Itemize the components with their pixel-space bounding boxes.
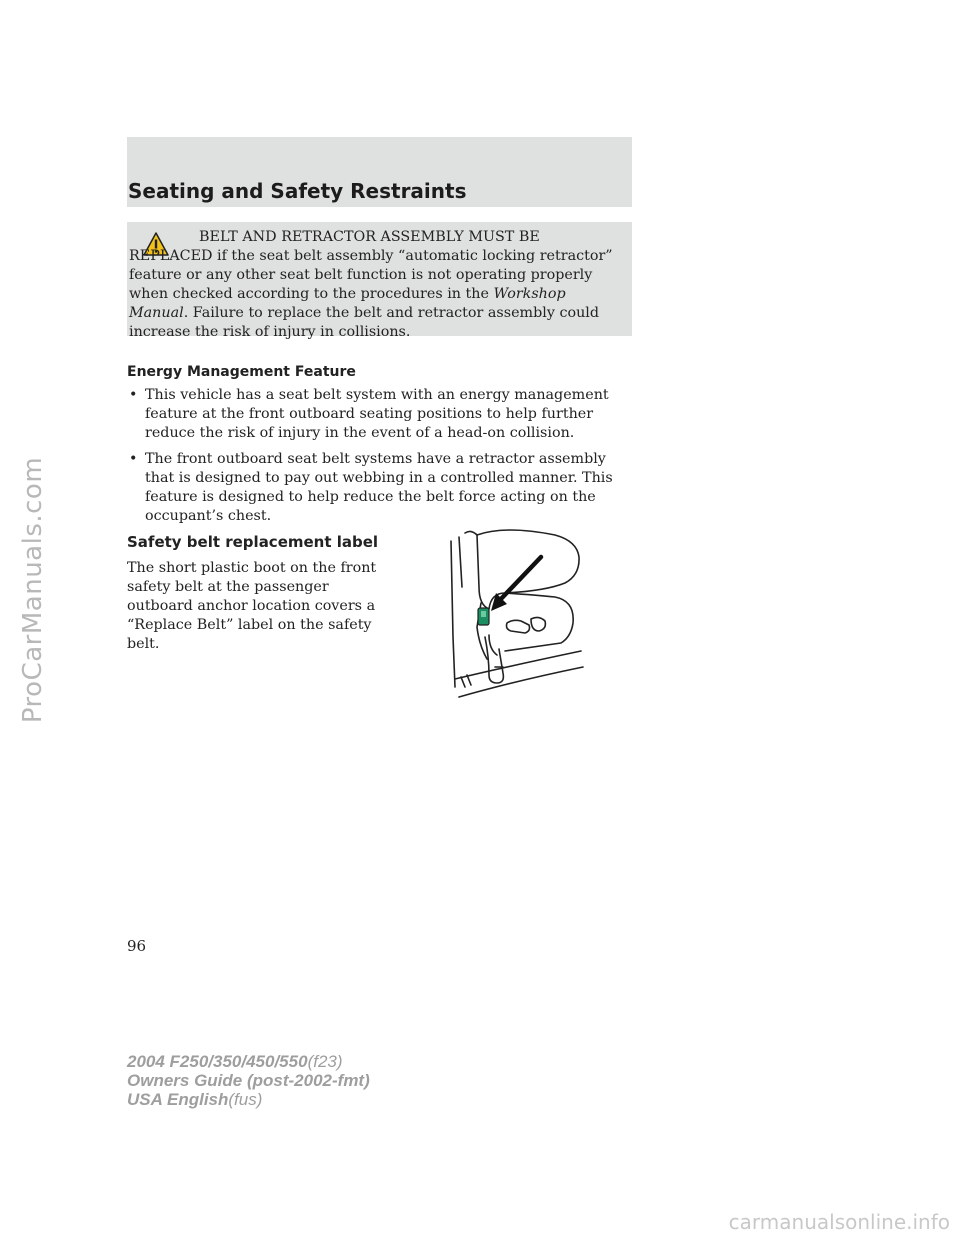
footer-model: 2004 F250/350/450/550 [127, 1052, 308, 1071]
energy-bullet-list [127, 386, 632, 526]
bottom-watermark: carmanualsonline.info [728, 1210, 950, 1234]
bullet-mark: • [129, 451, 138, 467]
bullet-text: This vehicle has a seat belt system with an energy management feature at the front outboard seating positions to help further reduce the risk of injury in the event of a head-on collision. [145, 387, 609, 441]
section-header [127, 137, 632, 207]
footer-line-guide: Owners Guide (post-2002-fmt) [127, 1071, 370, 1090]
footer-language-code: (fus) [228, 1090, 263, 1109]
replacement-label-text: The short plastic boot on the front safety belt at the passenger outboard anchor location covers a “Replace Belt” label on the safety belt. [127, 560, 377, 652]
footer-line-language [127, 1090, 370, 1109]
warning-text-part-2: . Failure to replace the belt and retractor assembly could increase the risk of injury in collisions. [129, 305, 600, 340]
footer-model-code: (f23) [307, 1052, 343, 1071]
bullet-mark: • [129, 387, 138, 403]
document-footer [127, 1052, 370, 1109]
page-number: 96 [127, 937, 147, 955]
footer-line-model [127, 1052, 370, 1071]
warning-text-part-1: BELT AND RETRACTOR ASSEMBLY MUST BE REPLACED if the seat belt assembly “automatic locking retractor” feature or any other seat belt function is not operating properly when checked according to the procedures in the [129, 229, 613, 302]
warning-text [129, 228, 621, 342]
page-title: Seating and Safety Restraints [128, 179, 467, 203]
replacement-label-heading: Safety belt replacement label [127, 533, 379, 551]
workshop-manual-ref: Workshop Manual [129, 286, 566, 321]
bullet-text: The front outboard seat belt systems have a retractor assembly that is designed to pay out webbing in a controlled manner. This feature is designed to help reduce the belt force acting on the occupant’s chest. [145, 451, 613, 524]
seat-belt-boot-illustration [445, 527, 585, 699]
list-item [127, 450, 632, 526]
footer-language: USA English [127, 1090, 229, 1109]
side-watermark-text: ProCarManuals.com [18, 456, 48, 724]
side-watermark [8, 420, 58, 760]
warning-box [127, 222, 632, 340]
list-item [127, 386, 632, 443]
energy-management-heading: Energy Management Feature [127, 364, 356, 380]
